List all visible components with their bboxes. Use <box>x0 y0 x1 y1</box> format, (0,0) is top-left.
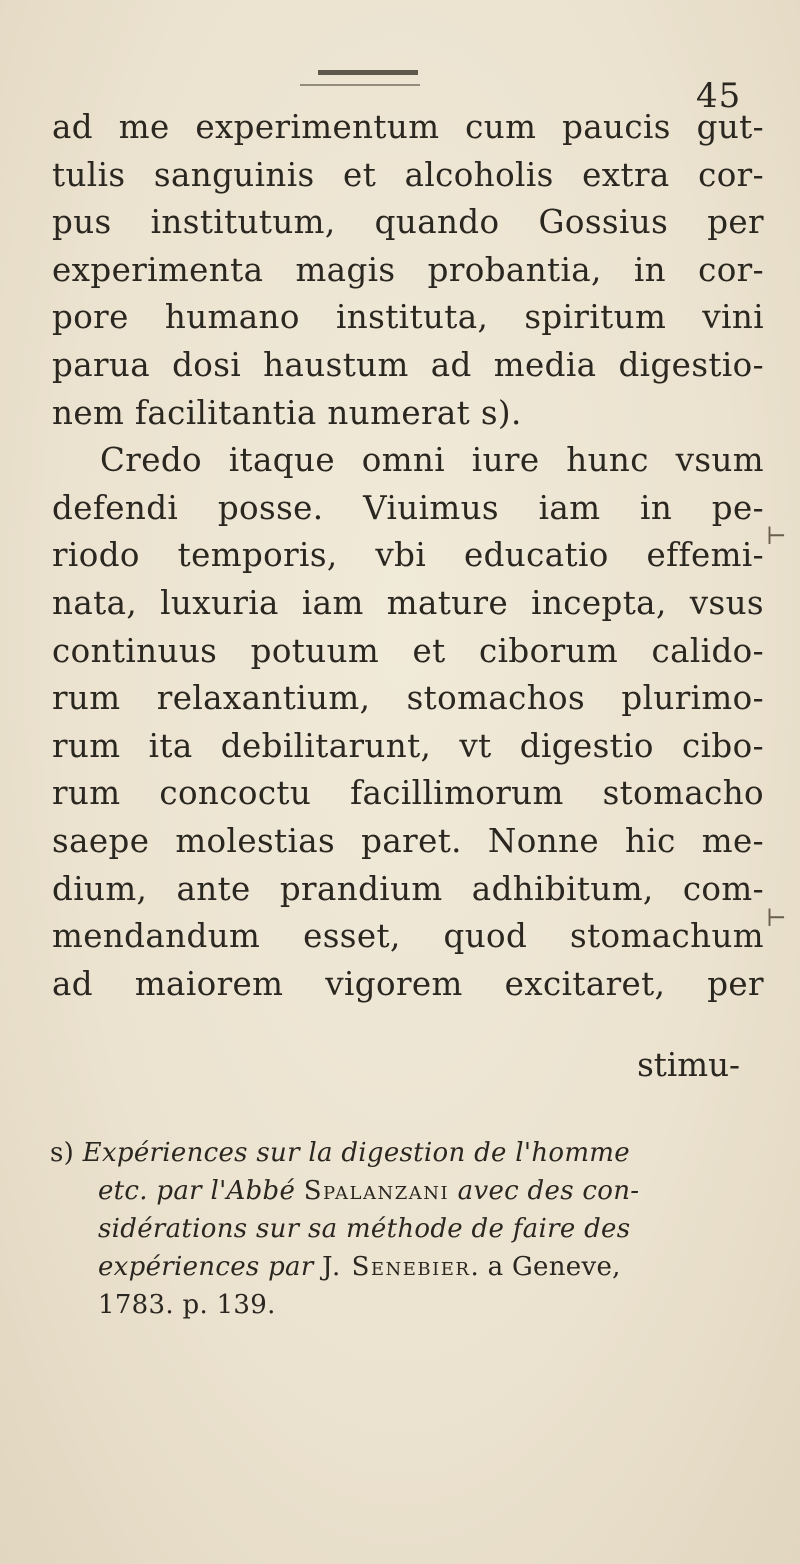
text-line: ad me experimentum cum paucis gut- <box>52 108 764 146</box>
footnote-text: etc. par l'Abbé <box>98 1176 304 1206</box>
footnote-marker: s) <box>50 1138 75 1168</box>
text-line: rum ita debilitarunt, vt digestio cibo- <box>52 726 764 765</box>
footnote <box>50 1134 750 1324</box>
footnote-text: avec des con- <box>449 1176 640 1206</box>
text-line: saepe molestias paret. Nonne hic me- <box>52 821 764 860</box>
text-line: parua dosi haustum ad media digestio- <box>52 345 764 384</box>
footnote-line <box>50 1210 750 1248</box>
margin-mark: ⊢ <box>766 522 787 550</box>
footnote-line <box>50 1172 750 1210</box>
catchword: stimu- <box>637 1046 740 1084</box>
text-line: mendandum esset, quod stomachum <box>52 917 764 956</box>
text-line: nem facilitantia numerat s). <box>52 393 522 432</box>
footnote-text: . a Geneve, <box>470 1252 621 1282</box>
text-line: tulis sanguinis et alcoholis extra cor- <box>52 155 764 194</box>
main-text <box>52 104 764 1008</box>
page-number: 45 <box>696 76 742 116</box>
text-line: nata, luxuria iam mature incepta, vsus <box>52 583 764 622</box>
text-line: pore humano instituta, spiritum vini <box>52 298 764 337</box>
footnote-text: 1783. p. 139. <box>98 1290 276 1320</box>
footnote-line <box>50 1134 750 1172</box>
text-line: ad maiorem vigorem excitaret, per <box>52 964 764 1003</box>
text-line: riodo temporis, vbi educatio effemi- <box>52 536 764 575</box>
text-line: defendi posse. Viuimus iam in pe- <box>52 488 764 527</box>
footnote-text: sidérations sur sa méthode de faire des <box>98 1214 631 1244</box>
footnote-text: expériences par <box>98 1252 323 1282</box>
footnote-line <box>50 1248 750 1286</box>
text-line: experimenta magis probantia, in cor- <box>52 250 764 289</box>
text-line: pus institutum, quando Gossius per <box>52 203 764 242</box>
text-line: rum relaxantium, stomachos plurimo- <box>52 679 764 718</box>
footnote-author: Spalanzani <box>303 1176 450 1206</box>
header-rule-thin <box>300 84 420 86</box>
footnote-text: Expériences sur la digestion de l'homme <box>82 1138 630 1168</box>
header-rule <box>318 70 418 75</box>
text-line: dium, ante prandium adhibitum, com- <box>52 869 764 908</box>
text-line: continuus potuum et ciborum calido- <box>52 631 764 670</box>
text-line: rum concoctu facillimorum stomacho <box>52 774 764 813</box>
footnote-author: J. Senebier <box>322 1252 471 1282</box>
margin-mark: ⊢ <box>766 904 787 932</box>
footnote-line <box>50 1286 750 1324</box>
text-line: Credo itaque omni iure hunc vsum <box>100 441 764 480</box>
